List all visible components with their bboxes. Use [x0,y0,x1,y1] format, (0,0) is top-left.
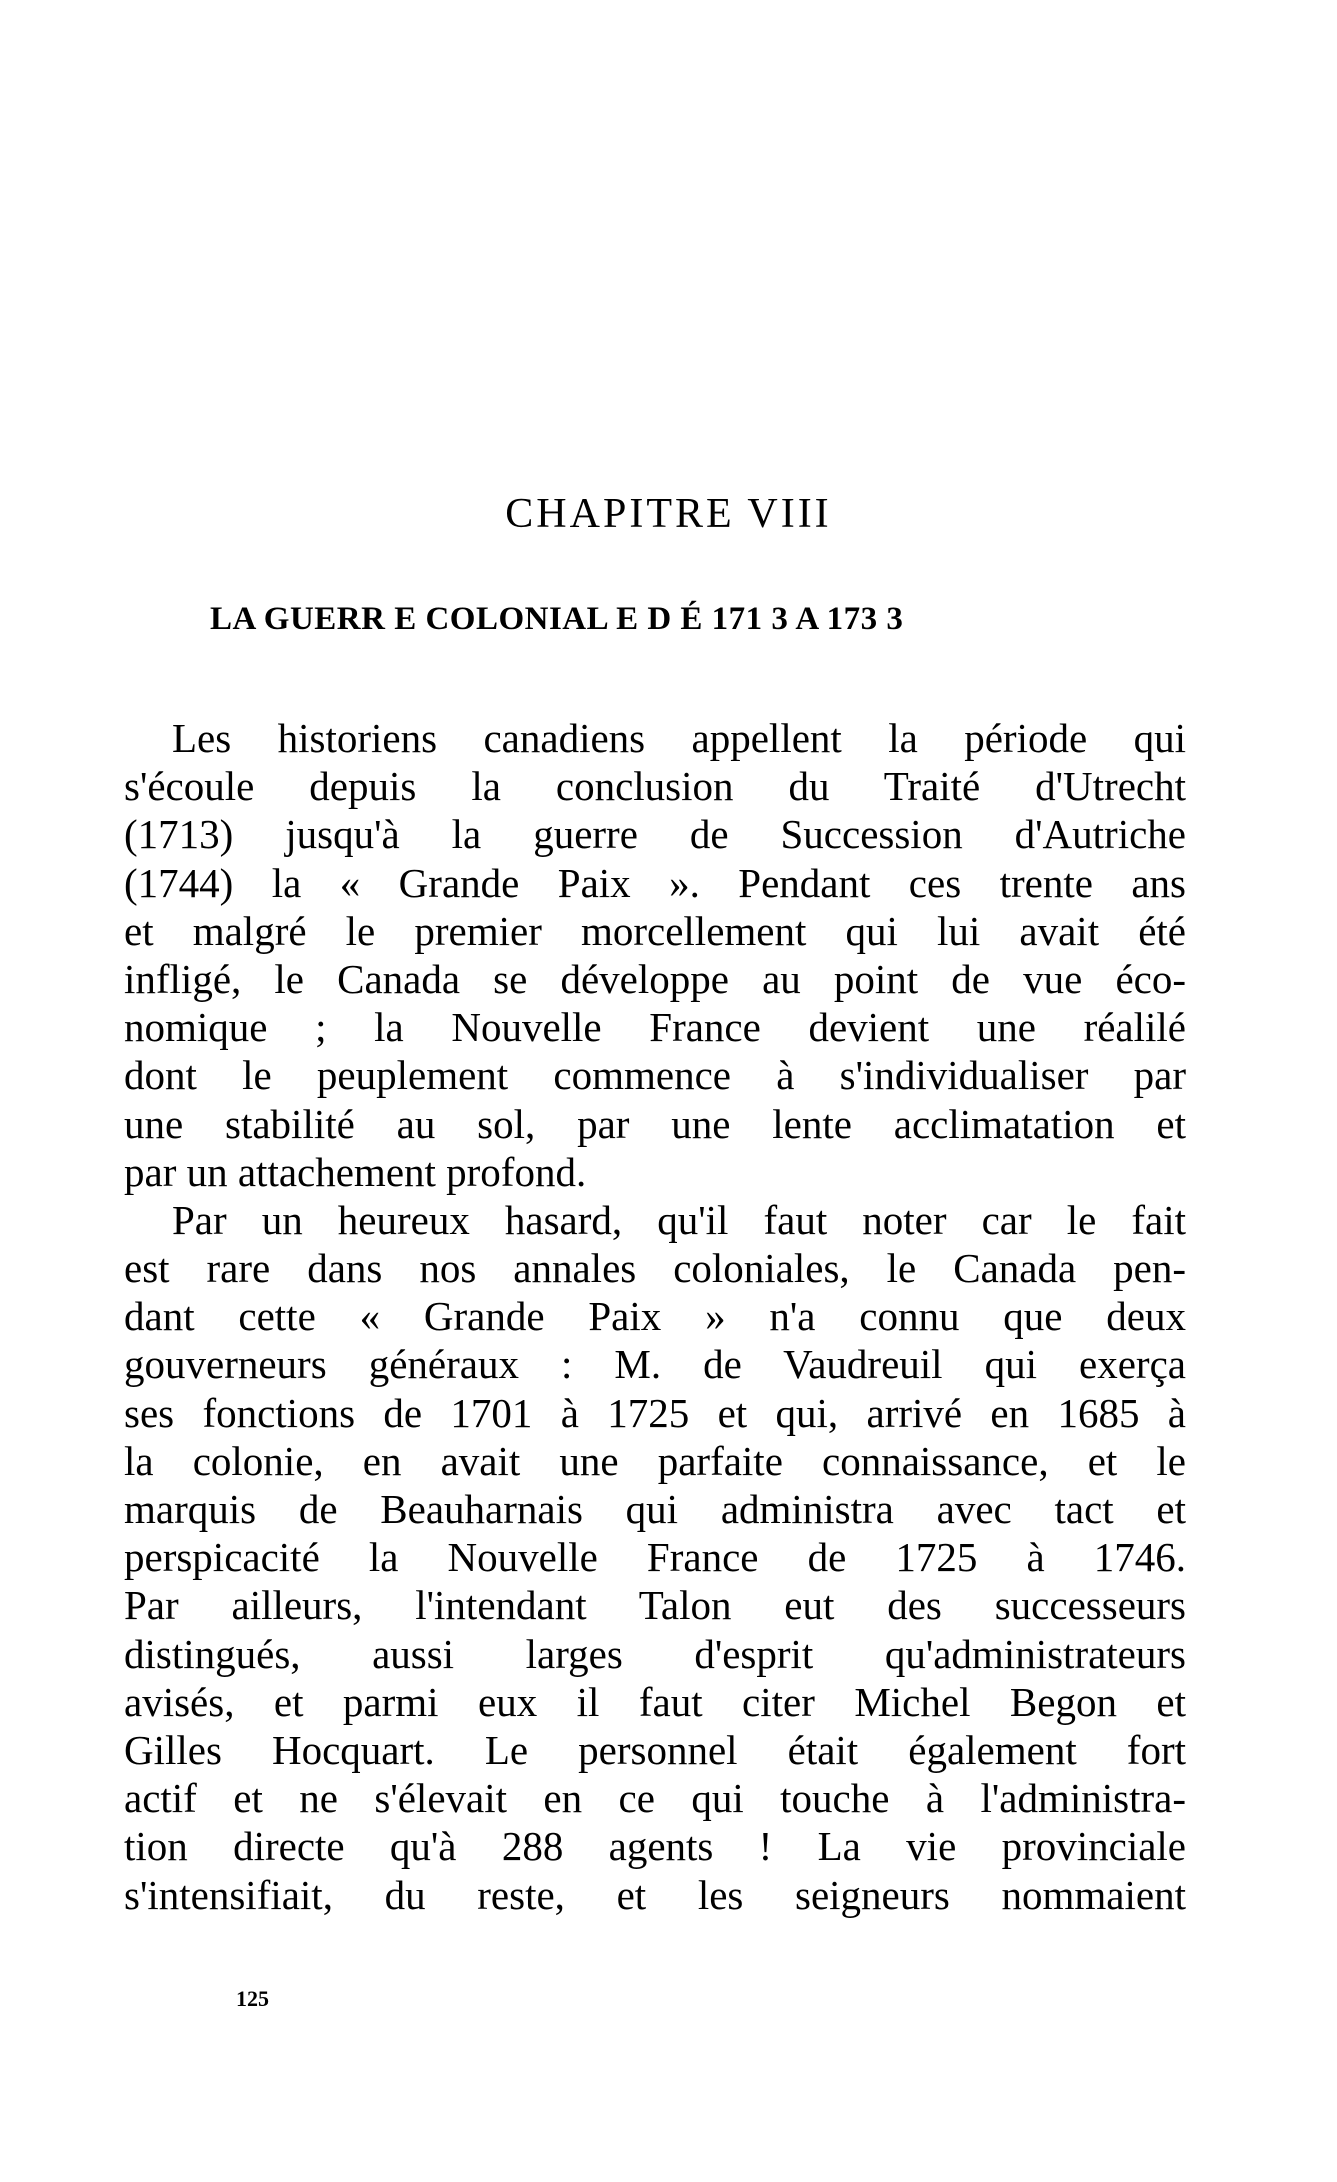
text-line: actif et ne s'élevait en ce qui touche à l'administra- [124,1775,1186,1822]
text-line: et malgré le premier morcellement qui lui avait été [124,907,1186,954]
text-line: avisés, et parmi eux il faut citer Michel Begon et [124,1678,1186,1725]
text-line: est rare dans nos annales coloniales, le Canada pen- [124,1245,1186,1292]
text-line: dont le peuplement commence à s'individualiser par [124,1052,1186,1099]
text-line: s'intensifiait, du reste, et les seigneurs nommaient [124,1871,1186,1918]
text-line: ses fonctions de 1701 à 1725 et qui, arrivé en 1685 à [124,1389,1186,1436]
text-line: dant cette « Grande Paix » n'a connu que deux [124,1293,1186,1340]
text-line: Gilles Hocquart. Le personnel était également fort [124,1726,1186,1773]
text-line: s'écoule depuis la conclusion du Traité d'Utrecht [124,763,1186,810]
text-line: par un attachement profond. [124,1148,587,1195]
text-line: marquis de Beauharnais qui administra avec tact et [124,1486,1186,1532]
text-line: gouverneurs généraux : M. de Vaudreuil qui exerça [124,1341,1186,1388]
chapter-title: LA GUERR E COLONIAL E D É 171 3 A 173 3 [210,601,904,637]
page-number: 125 [236,1986,269,2011]
chapter-number: CHAPITRE VIII [505,491,832,537]
text-line: perspicacité la Nouvelle France de 1725 à 1746. [124,1534,1186,1581]
text-line: distingués, aussi larges d'esprit qu'administrateurs [124,1630,1186,1677]
text-line: Les historiens canadiens appellent la période qui [172,715,1186,761]
text-line: nomique ; la Nouvelle France devient une réalilé [124,1004,1186,1051]
text-line: (1744) la « Grande Paix ». Pendant ces trente ans [124,859,1186,906]
text-line: la colonie, en avait une parfaite connaissance, et le [124,1437,1186,1484]
text-line: infligé, le Canada se développe au point de vue éco- [124,955,1186,1002]
text-line: Par ailleurs, l'intendant Talon eut des successeurs [124,1582,1186,1629]
text-line: Par un heureux hasard, qu'il faut noter car le fait [172,1196,1186,1243]
paragraph-1 [124,714,1186,1196]
body-text [124,714,1186,1919]
text-line: une stabilité au sol, par une lente acclimatation et [124,1100,1186,1147]
paragraph-2 [124,1196,1186,1919]
text-line: tion directe qu'à 288 agents ! La vie provinciale [124,1823,1186,1870]
text-line: (1713) jusqu'à la guerre de Succession d'Autriche [124,811,1186,858]
